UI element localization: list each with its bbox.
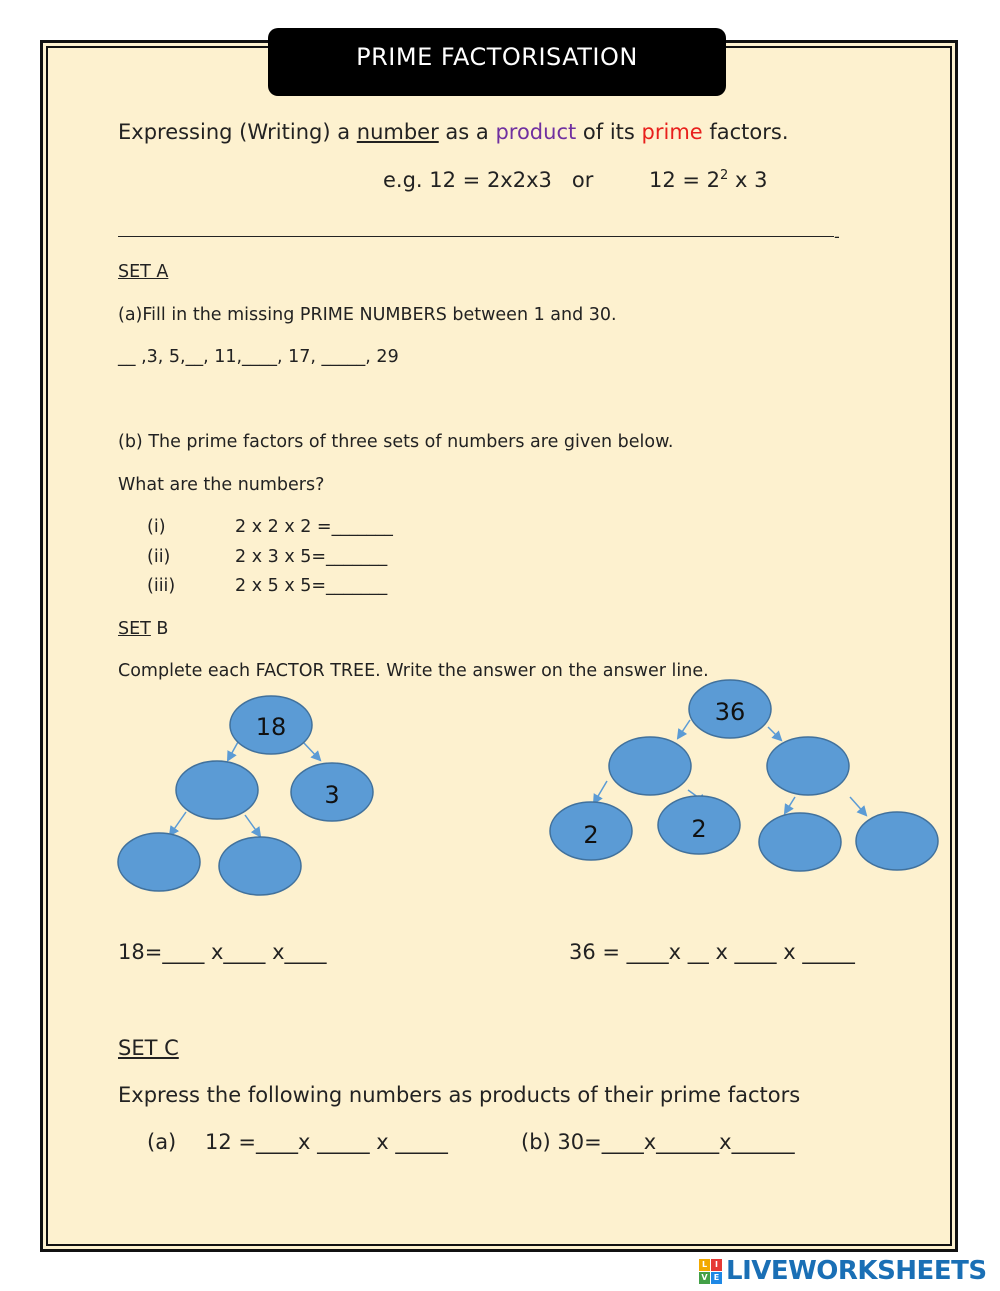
intro-text-1: Expressing (Writing) a <box>118 120 357 144</box>
intro-text-3: of its <box>576 120 642 144</box>
tree2-node-rl[interactable] <box>759 813 841 871</box>
tree1-arrow-right <box>303 742 320 760</box>
logo-icon <box>699 1259 722 1284</box>
tree2-node-right[interactable] <box>767 737 849 795</box>
liveworksheets-logo <box>699 1257 987 1285</box>
set-c-qb-expression[interactable]: (b) 30=____x______x______ <box>521 1130 795 1154</box>
tree1-arrow-left-left <box>170 812 186 835</box>
set-c-qa-expression[interactable]: 12 =____x _____ x _____ <box>205 1130 448 1154</box>
intro-text-4: factors. <box>702 120 789 144</box>
tree2-node-rr[interactable] <box>856 812 938 870</box>
intro-word-number: number <box>356 120 439 144</box>
item-iii-expression: 2 x 5 x 5=_______ <box>235 576 388 596</box>
item-i-expression: 2 x 2 x 2 =_______ <box>235 517 393 537</box>
set-c-heading: SET C <box>118 1036 179 1060</box>
tree1-answer-line[interactable]: 18=____ x____ x____ <box>118 940 327 964</box>
example-index-exponent: 2 <box>720 168 729 183</box>
logo-text: LIVEWORKSHEETS <box>726 1256 987 1286</box>
tree2-arrow-rr <box>850 797 866 815</box>
item-ii-expression: 2 x 3 x 5=_______ <box>235 547 388 567</box>
tree2-arrow-ll <box>594 781 607 803</box>
example-index-tail: x 3 <box>728 168 768 192</box>
tree2-ll-value: 2 <box>583 821 599 849</box>
intro-word-product: product <box>495 120 577 144</box>
set-a-heading: SET A <box>118 262 169 282</box>
logo-block-l: L <box>699 1259 710 1271</box>
set-b-heading-word: SET <box>118 619 151 639</box>
tree1-node-left-right[interactable] <box>219 837 301 895</box>
tree1-node-left-left[interactable] <box>118 833 200 891</box>
tree1-root-value: 18 <box>255 713 287 741</box>
item-i-label: (i) <box>147 517 166 537</box>
set-c-prompt: Express the following numbers as products of their prime factors <box>118 1083 801 1107</box>
set-a-part-a-prompt: (a)Fill in the missing PRIME NUMBERS between 1 and 30. <box>118 305 617 325</box>
tree2-node-left[interactable] <box>609 737 691 795</box>
item-iii-label: (iii) <box>147 576 176 596</box>
tree2-arrow-left <box>678 720 690 738</box>
intro-text-2: as a <box>438 120 496 144</box>
set-a-prime-sequence: __ ,3, 5,__, 11,____, 17, _____, 29 <box>118 347 399 367</box>
logo-block-e: E <box>711 1272 722 1284</box>
set-a-part-b-question: What are the numbers? <box>118 475 325 495</box>
logo-block-v: V <box>699 1272 710 1284</box>
set-c-qa-label: (a) <box>147 1130 177 1154</box>
tree1-right-value: 3 <box>324 781 340 809</box>
example-index-base: 12 = 2 <box>649 168 721 192</box>
set-b-prompt: Complete each FACTOR TREE. Write the answer on the answer line. <box>118 661 709 681</box>
tree1-arrow-left-right <box>245 815 260 836</box>
set-b-heading-letter: B <box>150 619 169 639</box>
item-ii-label: (ii) <box>147 547 171 567</box>
page-title: PRIME FACTORISATION <box>268 28 726 96</box>
tree2-arrow-rl <box>785 797 795 813</box>
tree2-root-value: 36 <box>714 698 746 726</box>
tree1-node-left[interactable] <box>176 761 258 819</box>
tree2-arrow-right <box>768 727 781 740</box>
tree2-answer-line[interactable]: 36 = ____x __ x ____ x _____ <box>569 940 855 964</box>
divider-tick: - <box>834 227 840 246</box>
tree1-arrow-left <box>228 742 238 760</box>
set-a-part-b-prompt: (b) The prime factors of three sets of numbers are given below. <box>118 432 674 452</box>
tree2-lr-value: 2 <box>691 815 707 843</box>
intro-word-prime: prime <box>641 120 703 144</box>
example-expanded: e.g. 12 = 2x2x3 or <box>383 168 594 192</box>
logo-block-i: I <box>711 1259 722 1271</box>
